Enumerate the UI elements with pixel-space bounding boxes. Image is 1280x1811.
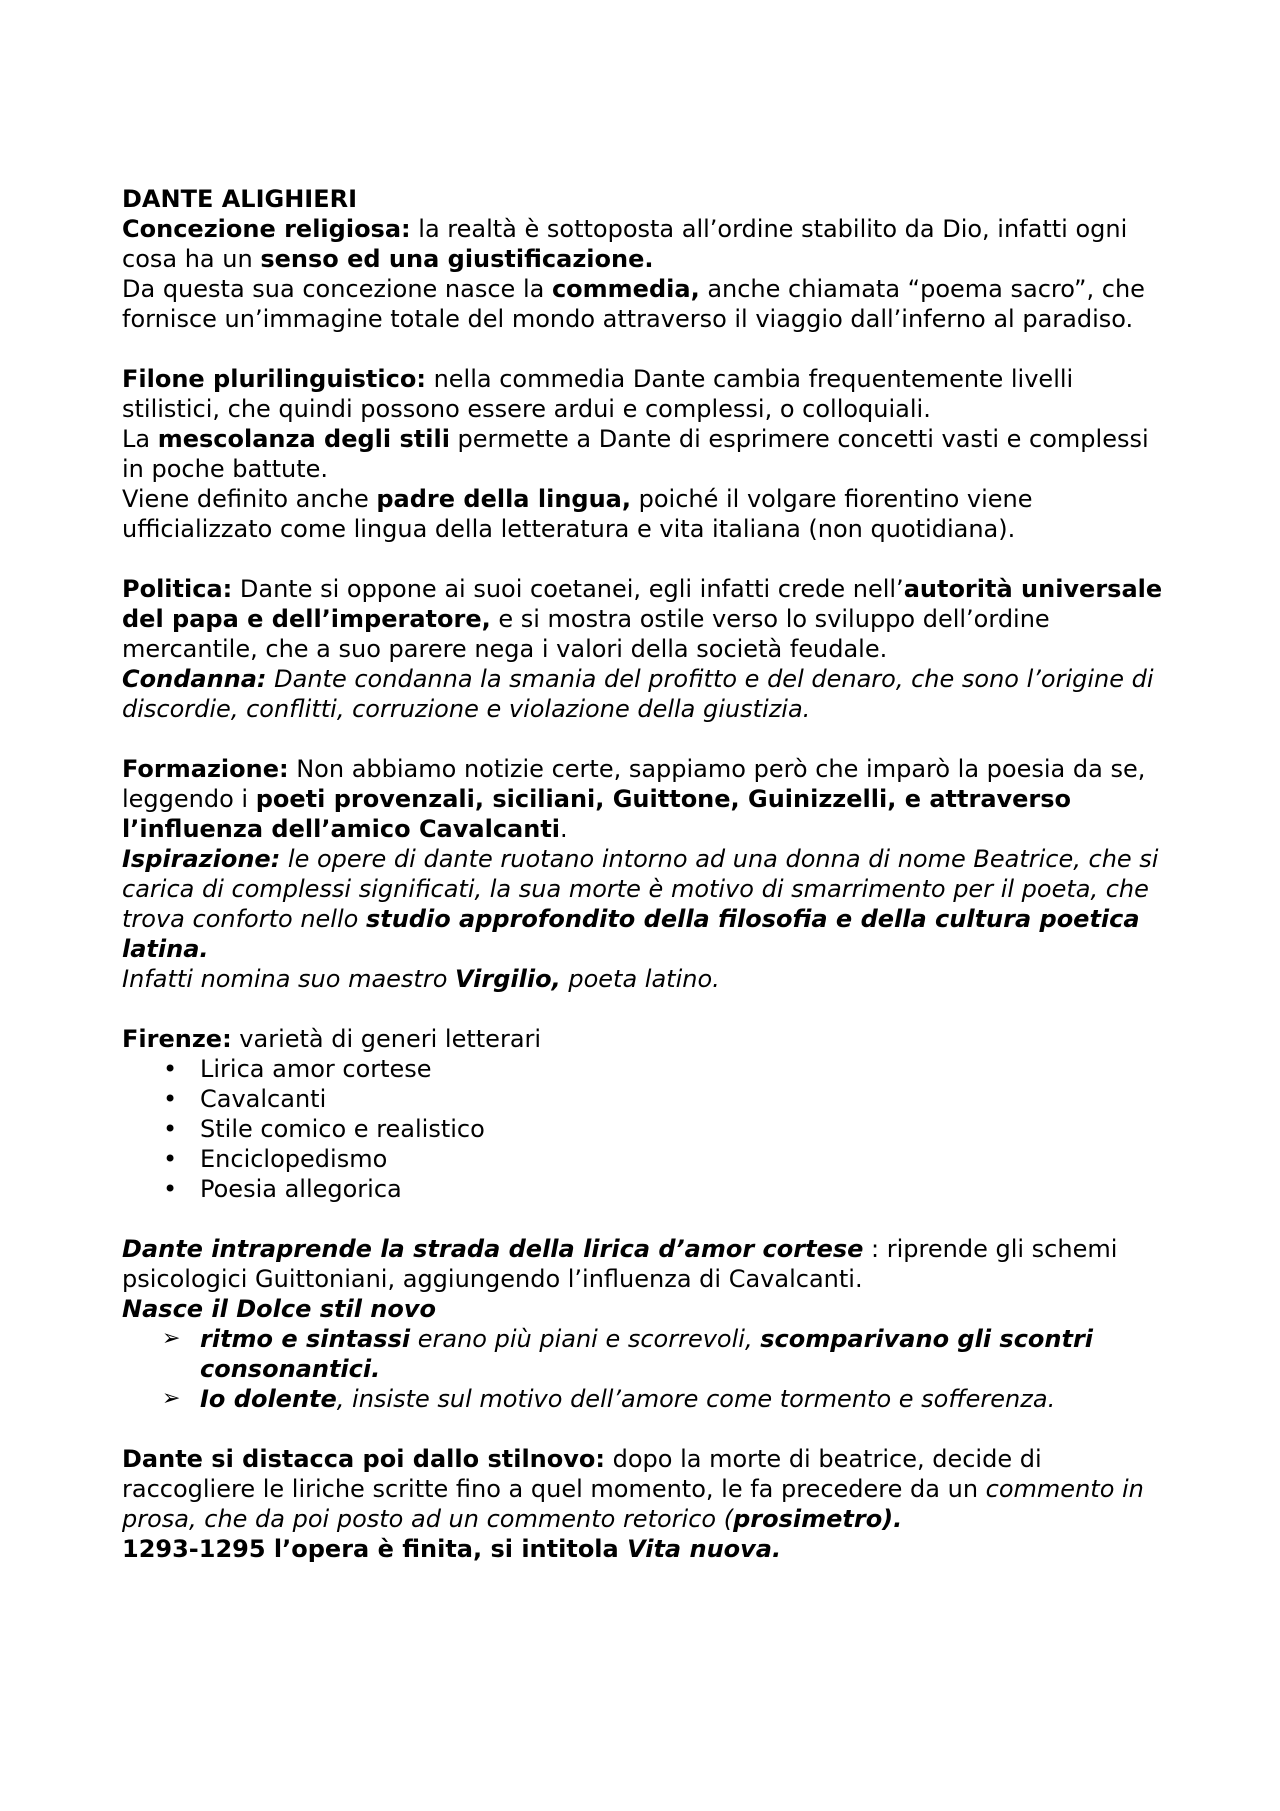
document-title: DANTE ALIGHIERI xyxy=(122,185,358,213)
arrow-bullet-icon: ➢ xyxy=(162,1326,181,1351)
document-body xyxy=(122,184,1172,1564)
list-item: • Poesia allegorica xyxy=(163,1175,402,1203)
paragraph-formation: Formazione: Non abbiamo notizie certe, sappiamo però che imparò la poesia da se, leggendo i poeti provenzali, siciliani, Guittone, Guinizzelli, e attraverso l’influenza dell’amico Cavalcanti. xyxy=(122,755,1146,843)
list-item: ➢ Io dolente, insiste sul motivo dell’amore come tormento e sofferenza. xyxy=(162,1385,1056,1413)
bullet-icon: • xyxy=(163,1055,178,1083)
bullet-icon: • xyxy=(163,1145,178,1173)
list-item: • Enciclopedismo xyxy=(163,1145,388,1173)
paragraph-dolce-stil-novo: Nasce il Dolce stil novo xyxy=(122,1295,437,1323)
genres-list xyxy=(122,1054,1172,1204)
arrow-bullet-icon: ➢ xyxy=(162,1386,181,1411)
paragraph-inspiration: Ispirazione: le opere di dante ruotano intorno ad una donna di nome Beatrice, che si carica di complessi significati, la sua morte è motivo di smarrimento per il poeta, che trova conforto nello studio approfondito della filosofia e della cultura poetica latina. xyxy=(122,845,1159,963)
paragraph-detachment: Dante si distacca poi dallo stilnovo: dopo la morte di beatrice, decide di raccogliere le liriche scritte fino a quel momento, le fa precedere da un commento in prosa, che da poi posto ad un commento retorico (prosimetro). xyxy=(122,1445,1144,1533)
list-item: • Stile comico e realistico xyxy=(163,1115,485,1143)
paragraph-virgilio: Infatti nomina suo maestro Virgilio, poeta latino. xyxy=(122,965,720,993)
bullet-icon: • xyxy=(163,1175,178,1203)
paragraph-religious-conception: Concezione religiosa: la realtà è sottoposta all’ordine stabilito da Dio, infatti ogni cosa ha un senso ed una giustificazione. xyxy=(122,215,1128,273)
list-item: • Cavalcanti xyxy=(163,1085,327,1113)
paragraph-condemnation: Condanna: Dante condanna la smania del profitto e del denaro, che sono l’origine di discordie, conflitti, corruzione e violazione della giustizia. xyxy=(122,665,1154,723)
list-item: • Lirica amor cortese xyxy=(163,1055,432,1083)
paragraph-vita-nuova: 1293-1295 l’opera è finita, si intitola Vita nuova. xyxy=(122,1535,782,1563)
paragraph-commedia: Da questa sua concezione nasce la commedia, anche chiamata “poema sacro”, che fornisce un’immagine totale del mondo attraverso il viaggio dall’inferno al paradiso. xyxy=(122,275,1145,333)
paragraph-courtly-lyric: Dante intraprende la strada della lirica d’amor cortese : riprende gli schemi psicologici Guittoniani, aggiungendo l’influenza di Cavalcanti. xyxy=(122,1235,1118,1293)
paragraph-father-of-language: Viene definito anche padre della lingua, poiché il volgare fiorentino viene ufficializzato come lingua della letteratura e vita italiana (non quotidiana). xyxy=(122,485,1033,543)
stilnovo-list xyxy=(122,1324,1172,1414)
bullet-icon: • xyxy=(163,1115,178,1143)
paragraph-plurilinguistic: Filone plurilinguistico: nella commedia Dante cambia frequentemente livelli stilistici, che quindi possono essere ardui e complessi, o colloquiali. xyxy=(122,365,1074,423)
paragraph-florence: Firenze: varietà di generi letterari xyxy=(122,1025,542,1053)
paragraph-style-mix: La mescolanza degli stili permette a Dante di esprimere concetti vasti e complessi in poche battute. xyxy=(122,425,1149,483)
paragraph-politics: Politica: Dante si oppone ai suoi coetanei, egli infatti crede nell’autorità universale del papa e dell’imperatore, e si mostra ostile verso lo sviluppo dell’ordine mercantile, che a suo parere nega i valori della società feudale. xyxy=(122,575,1163,663)
bullet-icon: • xyxy=(163,1085,178,1113)
list-item: ➢ ritmo e sintassi erano più piani e scorrevoli, scomparivano gli scontri consonantici. xyxy=(162,1325,1094,1383)
